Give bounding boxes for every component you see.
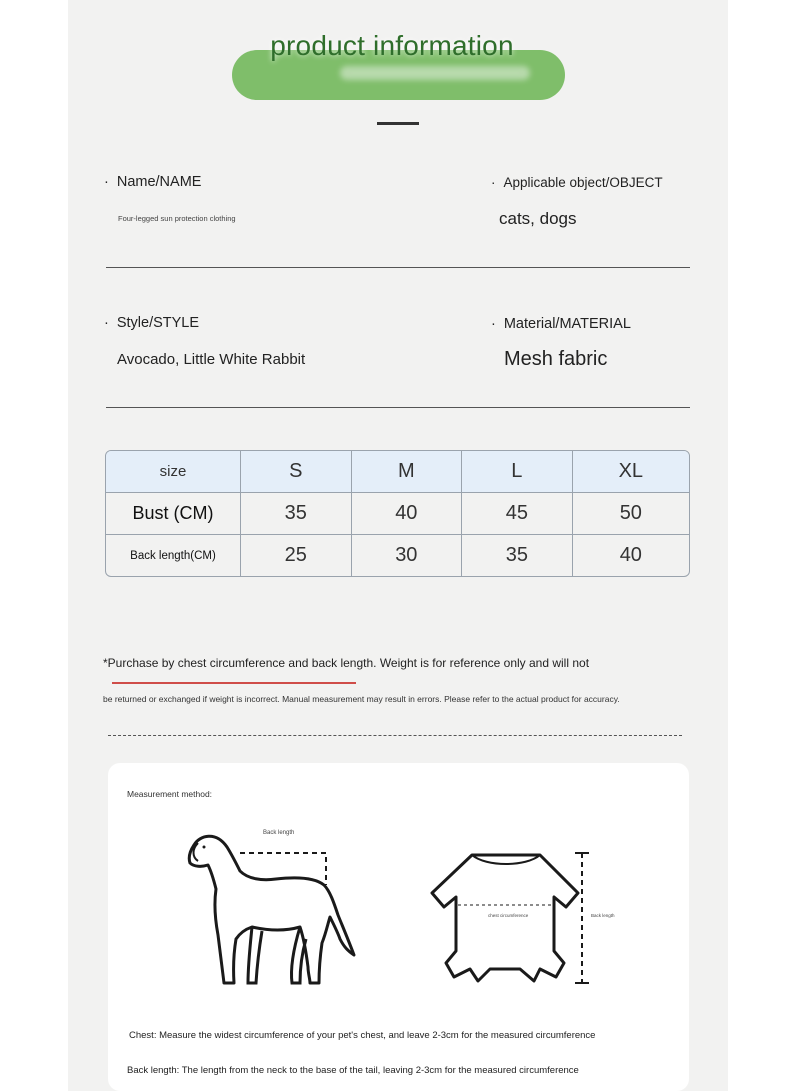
title-divider (377, 122, 419, 125)
size-table-cell: 40 (619, 544, 642, 566)
dashed-divider (108, 735, 682, 736)
size-table-cell: 25 (241, 535, 352, 576)
material-value: Mesh fabric (504, 348, 608, 370)
shirt-back-length-label: Back length (591, 913, 615, 918)
object-value: cats, dogs (499, 209, 577, 228)
size-table-row-header: Bust (CM) (106, 493, 241, 535)
chest-measure-description: Chest: Measure the widest circumference of your pet's chest, and leave 2-3cm for the measured circumference (129, 1030, 596, 1041)
return-note: be returned or exchanged if weight is incorrect. Manual measurement may result in errors. Please refer to the actual product for accuracy. (103, 694, 620, 704)
material-label: · Material/MATERIAL (491, 316, 631, 332)
dog-silhouette-icon (182, 827, 362, 997)
size-table-header-cell: L (462, 451, 573, 493)
size-table-row (106, 535, 689, 576)
name-label: · Name/NAME (104, 174, 202, 190)
size-table-header-row (106, 451, 689, 493)
garment-outline-icon (430, 847, 600, 997)
object-label: · Applicable object/OBJECT (491, 175, 663, 190)
purchase-note: *Purchase by chest circumference and back length. Weight is for reference only and will not (103, 656, 590, 670)
size-table-cell: 35 (241, 493, 352, 535)
size-table-cell: 40 (352, 493, 463, 535)
size-table (105, 450, 690, 577)
style-label: · Style/STYLE (104, 315, 200, 331)
size-table-cell: 45 (462, 493, 573, 535)
size-table-cell: 30 (352, 535, 463, 576)
back-length-description: Back length: The length from the neck to the base of the tail, leaving 2-3cm for the measured circumference (127, 1065, 579, 1076)
section-divider (106, 407, 690, 408)
page-title: product information (270, 30, 514, 61)
measurement-title: Measurement method: (127, 789, 213, 799)
bullet-icon: · (104, 174, 109, 190)
title-banner-blurred-subtitle (340, 66, 530, 80)
size-table-header-cell: S (241, 451, 352, 493)
name-value: Four-legged sun protection clothing (118, 214, 236, 223)
size-table-row (106, 493, 689, 535)
size-table-cell: 50 (573, 493, 689, 535)
style-value: Avocado, Little White Rabbit (117, 351, 306, 368)
section-divider (106, 267, 690, 268)
measurement-card (108, 763, 689, 1091)
size-table-header-cell: size (106, 451, 241, 493)
bullet-icon: · (491, 316, 496, 332)
shirt-chest-label: chest circumference (488, 913, 529, 918)
bullet-icon: · (491, 175, 496, 190)
size-table-row-header: Back length(CM) (106, 535, 241, 576)
note-highlight-underline (112, 682, 356, 684)
size-table-cell: 35 (462, 535, 573, 576)
bullet-icon: · (104, 315, 109, 331)
dog-back-length-label: Back length (263, 830, 295, 836)
size-table-header-cell: XL (573, 451, 689, 493)
size-table-header-cell: M (352, 451, 463, 493)
